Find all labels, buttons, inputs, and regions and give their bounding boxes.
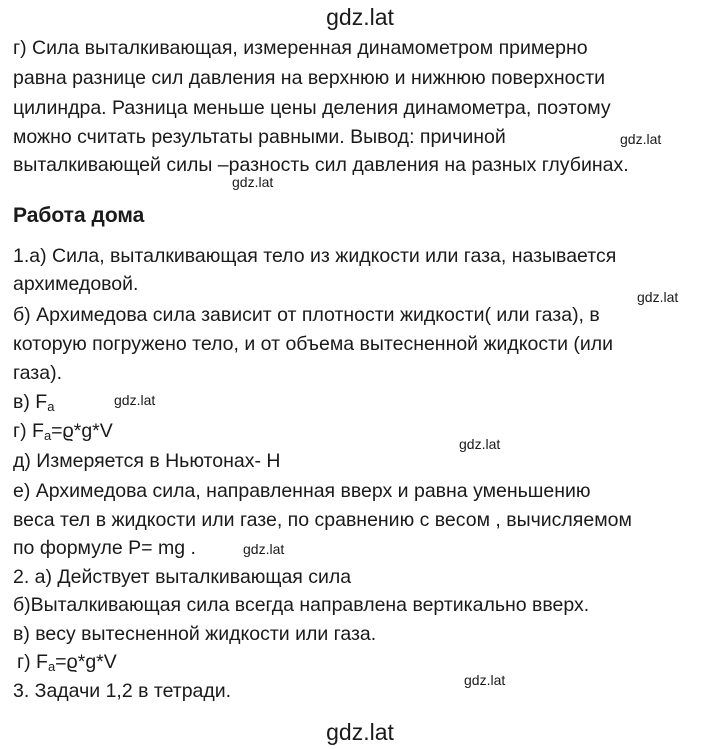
watermark: gdz.lat (637, 289, 679, 305)
watermark: gdz.lat (464, 672, 506, 688)
watermark: gdz.lat (243, 541, 285, 557)
watermark: gdz.lat (459, 436, 501, 452)
text-line-1: 1.а) Сила, выталкивающая тело из жидкости или газа, называется (13, 245, 617, 267)
formula-subscript: a (47, 659, 56, 674)
intro-line-1: г) Сила выталкивающая, измеренная динамометром примерно (13, 37, 588, 59)
text-line-4: которую погружено тело, и от объема вытесненной жидкости (или (13, 333, 614, 355)
intro-line-2: равна разнице сил давления на верхнюю и нижнюю поверхности (13, 67, 606, 89)
formula-line-g2 (17, 649, 117, 675)
text-line-8: веса тел в жидкости или газе, по сравнению с весом , вычисляемом (13, 509, 632, 531)
section-heading: Работа дома (13, 204, 145, 227)
text-line-9: по формуле P= mg . (13, 537, 196, 559)
intro-line-4: можно считать результаты равными. Вывод: причиной (13, 126, 506, 148)
formula-g-prefix: г) F (13, 420, 44, 442)
text-line-12: в) весу вытесненной жидкости или газа. (13, 623, 377, 645)
intro-line-5: выталкивающей силы –разность сил давления на разных глубинах. (13, 154, 629, 176)
formula-line-g (13, 418, 113, 444)
watermark-bottom: gdz.lat (326, 719, 394, 745)
formula-subscript: a (47, 399, 55, 414)
text-line-11: б)Выталкивающая сила всегда направлена вертикально вверх. (13, 594, 590, 616)
formula-g-rest: =ϱ*g*V (51, 420, 113, 442)
formula-g2-prefix: г) F (17, 651, 48, 673)
text-line-2: архимедовой. (13, 273, 139, 295)
formula-subscript: a (43, 428, 52, 443)
text-line-5: газа). (13, 362, 63, 384)
text-line-13: 3. Задачи 1,2 в тетради. (13, 680, 232, 702)
watermark: gdz.lat (620, 131, 662, 147)
text-line-10: 2. а) Действует выталкивающая сила (13, 566, 352, 588)
text-line-6: д) Измеряется в Ньютонах- Н (13, 450, 281, 472)
watermark-top: gdz.lat (326, 4, 394, 30)
text-line-3: б) Архимедова сила зависит от плотности жидкости( или газа), в (13, 304, 600, 326)
watermark: gdz.lat (232, 174, 274, 190)
formula-g2-rest: =ϱ*g*V (55, 651, 117, 673)
watermark: gdz.lat (114, 392, 156, 408)
intro-line-3: цилиндра. Разница меньше цены деления динамометра, поэтому (13, 97, 611, 119)
text-line-7: е) Архимедова сила, направленная вверх и равна уменьшению (13, 480, 591, 502)
formula-v-prefix: в) F (13, 391, 48, 413)
formula-line-v (13, 389, 54, 415)
